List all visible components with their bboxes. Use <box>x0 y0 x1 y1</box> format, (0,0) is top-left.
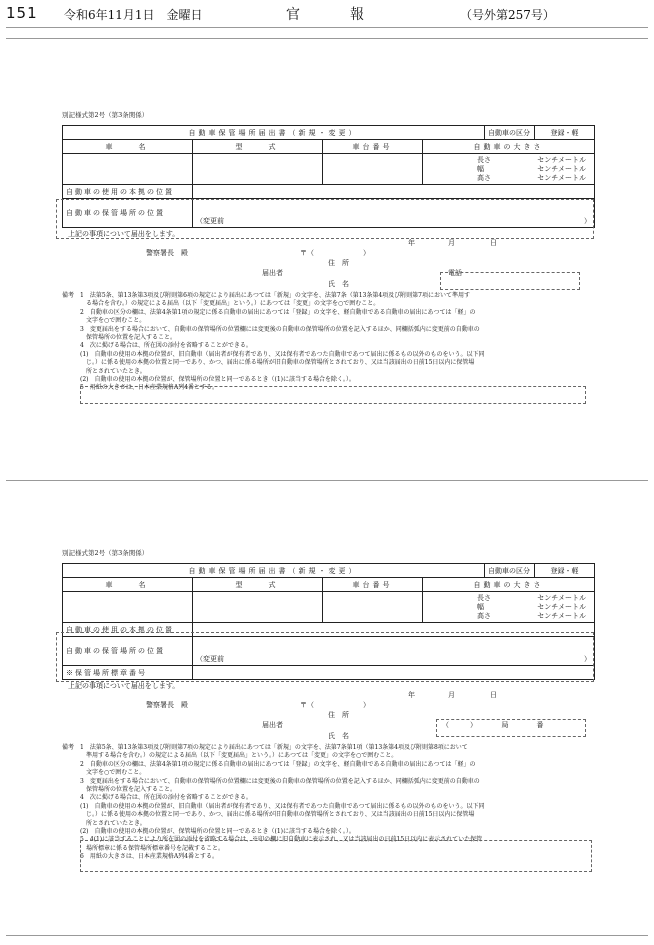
chassis-number-field[interactable] <box>323 592 423 623</box>
police-chief: 警察署長 殿 <box>146 701 188 709</box>
declaration-block: 上記の事項について届出をします。 年 月 日 警察署長 殿 〒（ ） 住 所 届出者 （ ） 局 番 氏 名 <box>68 682 544 740</box>
name-label: 氏 名 <box>328 732 349 740</box>
issue-number: （号外第257号） <box>460 8 555 22</box>
vehicle-class-value[interactable]: 登録・軽 <box>535 564 595 578</box>
name-label: 氏 名 <box>328 280 349 288</box>
vehicle-class-label: 自動車の区分 <box>485 564 535 578</box>
declaration-statement: 上記の事項について届出をします。 <box>68 682 180 690</box>
gazette-header <box>0 0 654 28</box>
form-section-2 <box>62 548 594 862</box>
use-base-label: 自動車の使用の本拠の位置 <box>63 623 193 637</box>
chassis-number-field[interactable] <box>323 154 423 185</box>
model-field[interactable] <box>193 592 323 623</box>
amendment-mark-4 <box>56 632 594 682</box>
postal-code[interactable]: 〒（ ） <box>300 249 370 257</box>
applicant-label: 届出者 <box>262 269 283 277</box>
col-model: 型 式 <box>193 578 323 592</box>
vehicle-size-field[interactable]: 長さ センチメートル 幅 センチメートル 高さ センチメートル <box>423 154 595 185</box>
section-rule-top <box>6 38 648 39</box>
address-label: 住 所 <box>328 711 349 719</box>
storage-location-field[interactable]: （変更前 ） <box>193 637 595 666</box>
amendment-mark-5 <box>436 719 586 737</box>
vehicle-class-label: 自動車の区分 <box>485 126 535 140</box>
use-base-field[interactable] <box>193 185 595 199</box>
vehicle-class-value[interactable]: 登録・軽 <box>535 126 595 140</box>
phone-label: （ ） 局 番 <box>442 721 544 729</box>
car-name-field[interactable] <box>63 154 193 185</box>
section-rule-bottom <box>6 935 648 936</box>
model-field[interactable] <box>193 154 323 185</box>
postal-code[interactable]: 〒（ ） <box>300 701 370 709</box>
col-model: 型 式 <box>193 140 323 154</box>
col-vehicle-size: 自動車の大きさ <box>423 578 595 592</box>
col-car-name: 車 名 <box>63 140 193 154</box>
form-label: 別記様式第2号（第3条関係） <box>62 549 149 557</box>
amendment-mark-2 <box>440 272 580 290</box>
storage-location-label: 自動車の保管場所の位置 <box>63 637 193 666</box>
police-chief: 警察署長 殿 <box>146 249 188 257</box>
gazette-title: 官 報 <box>286 7 382 23</box>
declaration-statement: 上記の事項について届出をします。 <box>68 230 180 238</box>
amendment-mark-1 <box>56 199 594 239</box>
car-name-field[interactable] <box>63 592 193 623</box>
address-label: 住 所 <box>328 259 349 267</box>
issue-date: 令和6年11月1日 金曜日 <box>64 8 203 22</box>
form-label: 別記様式第2号（第3条関係） <box>62 111 149 119</box>
section-rule-middle <box>6 480 648 481</box>
col-chassis-number: 車台番号 <box>323 140 423 154</box>
storage-location-label: 自動車の保管場所の位置 <box>63 199 193 228</box>
phone-label: 電話 <box>448 269 462 277</box>
header-rule <box>6 27 648 28</box>
col-vehicle-size: 自動車の大きさ <box>423 140 595 154</box>
declaration-block: 上記の事項について届出をします。 年 月 日 警察署長 殿 〒（ ） 住 所 届出者 電話 氏 名 <box>68 230 497 288</box>
storage-label-number-label: ※保管場所標章番号 <box>63 666 193 680</box>
amendment-mark-6 <box>80 840 592 872</box>
form-title: 自動車保管場所届出書（新規・変更） <box>63 126 485 140</box>
vehicle-size-field[interactable]: 長さ センチメートル 幅 センチメートル 高さ センチメートル <box>423 592 595 623</box>
notes: 備考 1 法第5条、第13条第3項及び附則第7項の規定により届出にあつては「新規」の文字を、法第7条第1項（第13条第4項及び附則第8項において 準用する場合を含む。）の規定による届出（以下「変更届出」という。）にあつては「変更」の文字を○で囲むこと。 2 自動車の区分の欄は、法第4条第1項の規定に係る自動車の届出にあつては「登録」の文字を、軽自動車である自動車の届出にあつては「軽」の 文字を○で囲むこと。 3 変更届出をする場合において、自動車の保管場所の位置欄には変更後の自動車の保管場所の位置を記入するほか、同欄括弧内に変更前の自動車の 保管場所の位置を記入すること。 4 次に掲げる場合は、所在図の添付を省略することができる。 (1) 自動車の使用の本拠の位置が、旧自動車（届出者が保有者であり、又は保有者であつた自動車であつて届出に係るもの以外のものをいう。以下同 じ。）に係る使用の本拠の位置と同一であり、かつ、届出に係る場所が旧自動車の保管場所とされており、又は当該届出の日前15日以内に保管場 所とされていたとき。 (2) 自動車の使用の本拠の位置が、保管場所の位置と同一であるとき（(1)に該当する場合を除く。）。 5 4(1)に該当することにより所在図の添付を省略する場合は、※印の欄に旧自動車に表示され、又は当該届出の日前15日以内に表示されていた保管 場所標章に係る保管場所標章番号を記載すること。 6 用紙の大きさは、日本産業規格A列4番とする。 <box>62 744 485 861</box>
form-title: 自動車保管場所届出書（新規・変更） <box>63 564 485 578</box>
notes: 備考 1 法第5条、第13条第3項及び附則第6項の規定により届出にあつては「新規」の文字を、法第7条（第13条第4項及び附則第7項において準用す る場合を含む。）の規定による届出（以下「変更届出」という。）にあつては「変更」の文字を○で囲むこと。 2 自動車の区分の欄は、法第4条第1項の規定に係る自動車の届出にあつては「登録」の文字を、軽自動車である自動車の届出にあつては「軽」の 文字を○で囲むこと。 3 変更届出をする場合において、自動車の保管場所の位置欄には変更後の自動車の保管場所の位置を記入するほか、同欄括弧内に変更前の自動車の 保管場所の位置を記入すること。 4 次に掲げる場合は、所在図の添付を省略することができる。 (1) 自動車の使用の本拠の位置が、旧自動車（届出者が保有者であり、又は保有者であつた自動車であつて届出に係るもの以外のものをいう。以下同 じ。）に係る使用の本拠の位置と同一であり、かつ、届出に係る場所が旧自動車の保管場所とされており、又は当該届出の日前15日以内に保管場 所とされていたとき。 (2) 自動車の使用の本拠の位置が、保管場所の位置と同一であるとき（(1)に該当する場合を除く。）。 5 用紙の大きさは、日本産業規格A列4番とする。 <box>62 292 485 392</box>
col-chassis-number: 車台番号 <box>323 578 423 592</box>
page-number: 151 <box>6 4 38 22</box>
storage-location-field[interactable]: （変更前 ） <box>193 199 595 228</box>
use-base-label: 自動車の使用の本拠の位置 <box>63 185 193 199</box>
col-car-name: 車 名 <box>63 578 193 592</box>
applicant-label: 届出者 <box>262 721 283 729</box>
amendment-mark-3 <box>80 386 586 404</box>
form-section-1 <box>62 110 594 393</box>
